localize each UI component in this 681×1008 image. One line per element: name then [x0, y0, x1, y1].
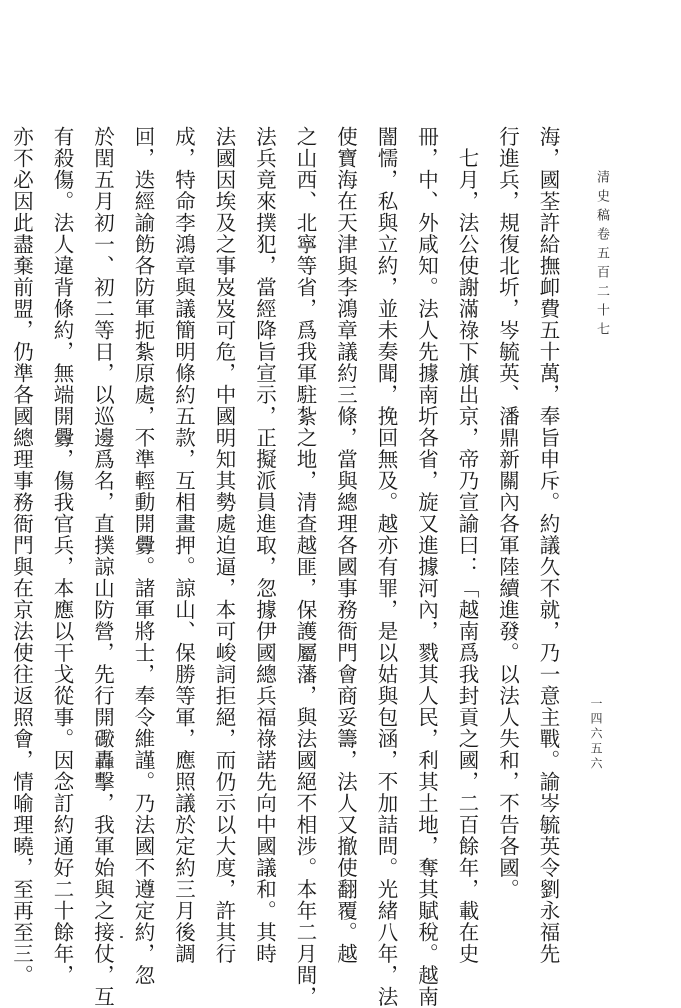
text-column: 海，國荃許給撫卹費五十萬，奉旨申斥。約議久不就，乃一意主戰。諭岑毓英令劉永福先 — [536, 126, 560, 965]
text-column: 於閏五月初一、初二等日，以巡邊爲名，直撲諒山防營，先行開礮轟擊，我軍始與之接仗，互 — [90, 126, 115, 1008]
text-column: 闇懦，私與立約，並未奏聞，挽回無及。越亦有罪，是以姑與包涵，不加詰問。光緒八年，法 — [374, 126, 398, 1008]
text-column: 法兵竟來撲犯，當經降旨宣示，正擬派員進取，忽據伊國總兵福祿諾先向中國議和。其時 — [252, 126, 277, 965]
page-number: 一四六五六 — [589, 697, 603, 772]
text-column: 行進兵，規復北圻，岑毓英、潘鼎新關內各軍陸續進發。以法人失和，不告各國。 — [495, 126, 520, 900]
ink-speck — [120, 936, 123, 938]
text-column: 冊，中、外咸知。法人先據南圻各省，旋又進據河內，戮其人民，利其土地，奪其賦稅。越南 — [414, 126, 439, 1008]
text-column: 之山西、北寧等省，爲我軍駐紮之地，清查越匪，保護屬藩，與法國絕不相涉。本年二月間， — [293, 126, 317, 1008]
body-text — [9, 126, 568, 1008]
text-column: 回，迭經諭飭各防軍扼紮原處，不準輕動開釁。諸軍將士，奉令維謹。乃法國不遵定約，忽 — [131, 126, 155, 986]
text-column: 亦不必因此盡棄前盟，仍準各國總理事務衙門與在京法使往返照會，情喻理曉，至再至三。 — [9, 126, 34, 986]
text-column: 有殺傷。法人違背條約，無端開釁，傷我官兵，本應以干戈從事。因念訂約通好二十餘年， — [50, 126, 74, 986]
text-column: 法國因埃及之事岌岌可危，中國明知其勢處迫逼，本可峻詞拒絕，而仍示以大度，許其行 — [212, 126, 236, 965]
text-column: 使寶海在天津與李鴻章議約三條，當與總理各國事務衙門會商妥籌，法人又撤使翻覆。越 — [333, 126, 358, 965]
text-column: 七月，法公使謝滿祿下旗出京，帝乃宣諭曰：「越南爲我封貢之國，二百餘年，載在史 — [455, 126, 479, 965]
text-column: 成，特命李鴻章與議簡明條約五款，互相畫押。諒山、保勝等軍，應照議於定約三月後調 — [171, 126, 196, 965]
text-column — [0, 126, 1, 986]
running-title: 清史稿卷五百二十七 — [594, 170, 609, 341]
